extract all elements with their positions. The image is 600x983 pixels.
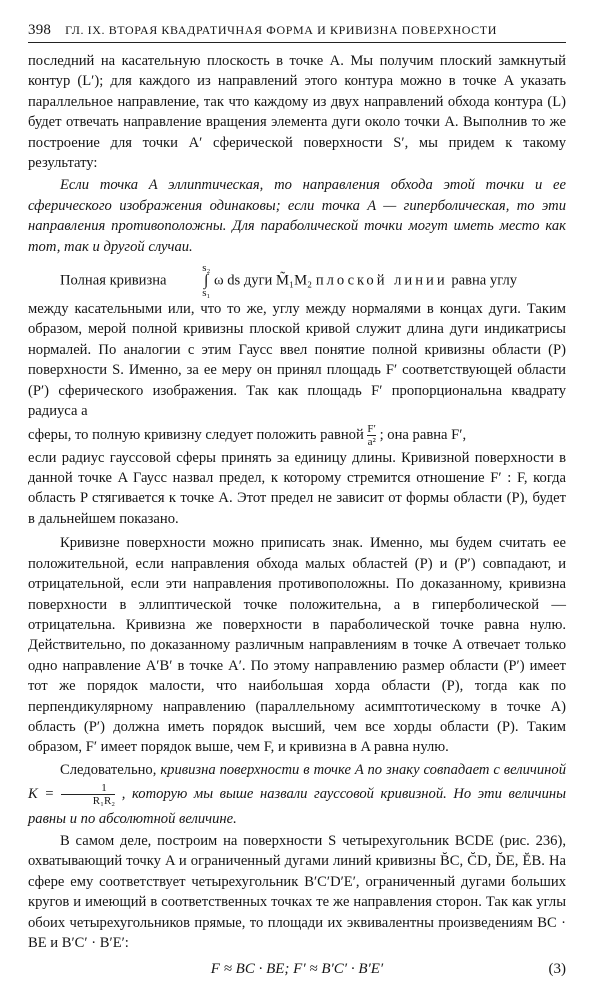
integral-lower-limit: s₁ <box>202 287 211 300</box>
fraction-numerator: F′ <box>367 422 376 435</box>
running-title: ГЛ. IX. ВТОРАЯ КВАДРАТИЧНАЯ ФОРМА И КРИВИЗНА ПОВЕРХНОСТИ <box>65 23 497 37</box>
fraction-1-over-r1r2 <box>61 782 115 807</box>
book-page <box>28 22 566 983</box>
k-fraction-denominator: R₁R₂ <box>61 794 115 807</box>
sphere-tail: ; она равна F′, <box>379 426 467 443</box>
running-header <box>28 22 566 43</box>
paragraph-quadrilateral: В самом деле, построим на поверхности S четырехугольник BCDE (рис. 236), охватывающий точку A и ограниченный дугами линий кривизны B̆C, C̆D, D̆E, ĔB. На сфере ему соответствует четырехугольник B′C′D′E′, ограниченный дугами больших кругов и имеющий в соответственных точках те же направления сторон. Так как углы обоих четырехугольников прямые, то площади их эквивалентны произведениям BC · BE и B′C′ · B′E′: <box>28 832 566 951</box>
k-fraction-numerator: 1 <box>101 781 107 794</box>
total-curvature-lead: Полная кривизна <box>60 272 167 289</box>
theorem-italic: Если точка A эллиптическая, то направления обхода этой точки и ее сферического изображения одинаковы; если точка A — гиперболическая, то эти направления противоположны. Для параболической точки могут иметь место как тот, так и другой случаи. <box>28 177 566 255</box>
consequence-italic-tail: , которую мы выше назвали гауссовой кривизной. Но эти величины равны и по абсолютной величине. <box>28 785 566 827</box>
paragraph-1: последний на касательную плоскость в точке A. Мы получим плоский замкнутый контур (L′); для каждого из направлений этого контура можно в точке A указать параллельное направление, так что каждому из двух направлений обхода контура (L) будет отвечать направление вращения элемента дуги около точки A. Выполнив то же построение для точки A′ сферической поверхности S′, мы придем к такому результату: <box>28 53 566 172</box>
page-number: 398 <box>28 22 52 38</box>
plane-curve-spaced: плоской линии <box>315 272 448 289</box>
equation-3 <box>28 961 566 983</box>
paragraph-total-curvature <box>28 263 566 299</box>
integrand: ω ds дуги M̃₁M₂ <box>213 272 313 289</box>
total-curvature-tail: равна углу <box>451 272 518 289</box>
sphere-lead: сферы, то полную кривизну следует положить равной <box>28 426 364 443</box>
consequence-italic: кривизна поверхности в точке A по знаку совпадает с величиной K = <box>28 761 566 802</box>
integral-upper-limit: s₂ <box>202 262 211 275</box>
integral-limits <box>170 263 210 299</box>
paragraph-consequence <box>28 758 566 831</box>
paragraph-gauss-limit: если радиус гауссовой сферы принять за единицу длины. Кривизной поверхности в данной точке A Гаусс назвал предел, к которому стремится отношение F′ : F, когда область P стягивается к точке A. Этот предел не зависит от формы области (P), будет в дальнейшем показано. <box>28 449 566 527</box>
paragraph-sphere-fraction <box>28 422 566 448</box>
fraction-denominator: a² <box>367 435 376 448</box>
consequence-lead: Следовательно, <box>60 761 157 778</box>
paragraph-sign: Кривизне поверхности можно приписать знак. Именно, мы будем считать ее положительной, если направления обхода малых областей (P) и (P′) совпадают, и отрицательной, если эти направления противоположны. По доказанному, кривизна поверхности в эллиптической точке положительна, а в гиперболической — отрицательна. Кривизна же поверхности в параболической точке равна нулю. Действительно, по доказанному различным направлениям в точке A отвечает только одно направление A′B′ в точке A′. По этому направлению размер области (P′) имеет тот же порядок малости, что наибольшая хорда области (P), тогда как по перпендикулярному направлению (параллельному асимптотическому в точке A) область (P′) должна иметь порядок высший, чем все хорды области (P). Таким образом, F′ имеет порядок выше, чем F, и кривизна в A равна нулю. <box>28 535 566 756</box>
equation-body: F ≈ BC · BE; F′ ≈ B′C′ · B′E′ <box>210 961 384 978</box>
paragraph-gauss-concept: между касательными или, что то же, углу между нормалями в концах дуги. Таким образом, мерой полной кривизны плоской кривой служит длина дуги индикатрисы нормалей. По аналогии с этим Гаусс ввел понятие полной кривизны области (P) поверхности S. Именно, за ее меру он принял площадь F′ соответствующей области (P′) сферического изображения. Так как площадь F′ пропорциональна квадрату радиуса a <box>28 301 566 420</box>
equation-number: (3) <box>548 961 566 978</box>
integral-sign: ∫ <box>204 272 209 290</box>
fraction-f-over-a2 <box>367 423 376 448</box>
